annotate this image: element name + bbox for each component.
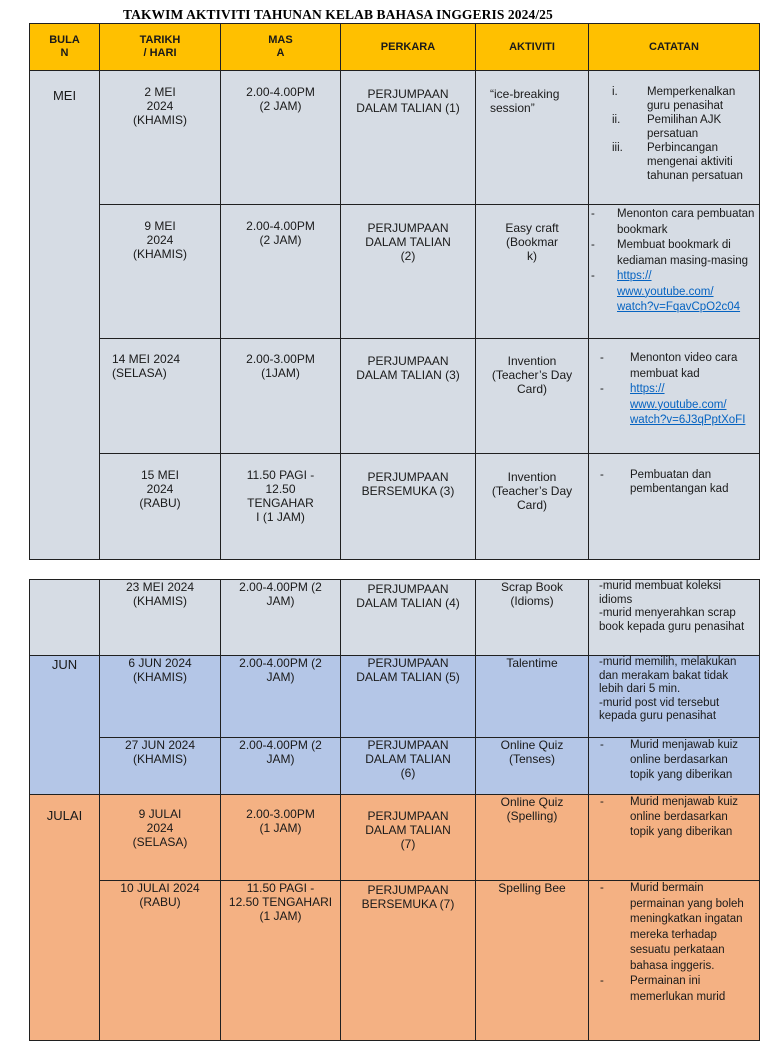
tarikh-cell: 2 MEI 2024 (KHAMIS)	[100, 71, 221, 205]
list-text: Memperkenalkan guru penasihat	[647, 86, 736, 112]
masa-cell: 2.00-4.00PM (2 JAM)	[221, 205, 341, 339]
tarikh-cell: 6 JUN 2024 (KHAMIS)	[100, 656, 221, 738]
header-catatan: CATATAN	[589, 24, 760, 71]
aktiviti-cell: “ice-breaking session”	[476, 71, 589, 205]
perkara-cell: PERJUMPAAN DALAM TALIAN (7)	[341, 795, 476, 881]
list-number: ii.	[612, 114, 621, 126]
list-item	[589, 974, 759, 1005]
list-item	[589, 881, 759, 974]
list-item	[589, 738, 759, 783]
list-item	[589, 795, 759, 840]
list-text: Permainan ini memerlukan murid	[630, 975, 726, 1003]
header-row	[30, 24, 760, 71]
list-item	[589, 85, 759, 113]
masa-cell: 2.00-3.00PM (1JAM)	[221, 339, 341, 454]
masa-cell: 2.00-4.00PM (2 JAM)	[221, 656, 341, 738]
header-aktiviti: AKTIVITI	[476, 24, 589, 71]
catatan-list	[589, 738, 759, 783]
header-tarikh: TARIKH / HARI	[100, 24, 221, 71]
header-bulan: BULA N	[30, 24, 100, 71]
masa-cell: 2.00-3.00PM (1 JAM)	[221, 795, 341, 881]
catatan-cell	[589, 881, 760, 1041]
aktiviti-cell: Scrap Book (Idioms)	[476, 580, 589, 656]
list-item	[589, 207, 759, 238]
tarikh-cell: 15 MEI 2024 (RABU)	[100, 454, 221, 560]
youtube-link[interactable]: https:// www.youtube.com/ watch?v=6J3qPptXoFI	[630, 383, 746, 426]
aktiviti-cell: Spelling Bee	[476, 881, 589, 1041]
masa-cell: 11.50 PAGI - 12.50 TENGAHARI (1 JAM)	[221, 881, 341, 1041]
tarikh-cell: 10 JULAI 2024 (RABU)	[100, 881, 221, 1041]
list-item	[589, 269, 759, 316]
table-row	[30, 738, 760, 795]
aktiviti-cell: Invention (Teacher’s Day Card)	[476, 339, 589, 454]
masa-cell: 2.00-4.00PM (2 JAM)	[221, 738, 341, 795]
perkara-cell: PERJUMPAAN DALAM TALIAN (2)	[341, 205, 476, 339]
list-item	[589, 238, 759, 269]
list-item	[589, 468, 759, 496]
aktiviti-cell: Talentime	[476, 656, 589, 738]
table-row	[30, 580, 760, 656]
table-row	[30, 881, 760, 1041]
table-row	[30, 454, 760, 560]
month-cell-jun: JUN	[30, 656, 100, 795]
schedule-table-page-2	[29, 579, 760, 1041]
tarikh-cell: 9 MEI 2024 (KHAMIS)	[100, 205, 221, 339]
perkara-cell: PERJUMPAAN BERSEMUKA (7)	[341, 881, 476, 1041]
table-row	[30, 795, 760, 881]
catatan-cell	[589, 454, 760, 560]
perkara-cell: PERJUMPAAN DALAM TALIAN (5)	[341, 656, 476, 738]
list-text: Membuat bookmark di kediaman masing-masing	[617, 239, 749, 267]
catatan-list	[589, 795, 759, 840]
masa-cell: 2.00-4.00PM (2 JAM)	[221, 71, 341, 205]
list-text: Menonton video cara membuat kad	[630, 352, 738, 380]
catatan-cell: -murid membuat koleksi idioms -murid menyerahkan scrap book kepada guru penasihat	[589, 580, 760, 656]
list-item	[589, 382, 759, 429]
catatan-cell: -murid memilih, melakukan dan merakam bakat tidak lebih dari 5 min. -murid post vid tersebut kepada guru penasihat	[589, 656, 760, 738]
list-text: Murid bermain permainan yang boleh meningkatkan ingatan mereka terhadap sesuatu perkataan bahasa inggeris.	[630, 882, 744, 972]
table-row	[30, 339, 760, 454]
table-row	[30, 205, 760, 339]
masa-cell: 11.50 PAGI - 12.50 TENGAHAR I (1 JAM)	[221, 454, 341, 560]
list-text: Murid menjawab kuiz online berdasarkan topik yang diberikan	[630, 796, 739, 838]
catatan-cell	[589, 795, 760, 881]
list-text: Perbincangan mengenai aktiviti tahunan persatuan	[647, 142, 743, 182]
schedule-table-page-1	[29, 23, 760, 560]
list-item	[589, 141, 759, 183]
aktiviti-cell: Online Quiz (Spelling)	[476, 795, 589, 881]
perkara-cell: PERJUMPAAN DALAM TALIAN (4)	[341, 580, 476, 656]
tarikh-cell: 23 MEI 2024 (KHAMIS)	[100, 580, 221, 656]
list-text: Pemilihan AJK persatuan	[647, 114, 722, 140]
masa-cell: 2.00-4.00PM (2 JAM)	[221, 580, 341, 656]
list-number: iii.	[612, 142, 623, 154]
catatan-cell	[589, 71, 760, 205]
header-masa: MAS A	[221, 24, 341, 71]
month-cell-julai: JULAI	[30, 795, 100, 1041]
catatan-list	[589, 207, 759, 316]
table-row	[30, 71, 760, 205]
list-text: Menonton cara pembuatan bookmark	[617, 208, 755, 236]
catatan-cell	[589, 205, 760, 339]
table-row	[30, 656, 760, 738]
perkara-cell: PERJUMPAAN DALAM TALIAN (1)	[341, 71, 476, 205]
tarikh-cell: 27 JUN 2024 (KHAMIS)	[100, 738, 221, 795]
document-title: TAKWIM AKTIVITI TAHUNAN KELAB BAHASA INGGERIS 2024/25	[123, 7, 553, 22]
catatan-list	[589, 468, 759, 496]
aktiviti-cell: Invention (Teacher’s Day Card)	[476, 454, 589, 560]
header-perkara: PERKARA	[341, 24, 476, 71]
perkara-cell: PERJUMPAAN BERSEMUKA (3)	[341, 454, 476, 560]
tarikh-cell: 14 MEI 2024 (SELASA)	[100, 339, 221, 454]
catatan-cell	[589, 339, 760, 454]
catatan-list	[589, 85, 759, 183]
list-item	[589, 351, 759, 382]
month-cell-mei-continued	[30, 580, 100, 656]
youtube-link[interactable]: https:// www.youtube.com/ watch?v=FqavCpO2c04	[617, 270, 741, 313]
perkara-cell: PERJUMPAAN DALAM TALIAN (6)	[341, 738, 476, 795]
list-number: i.	[612, 86, 618, 98]
tarikh-cell: 9 JULAI 2024 (SELASA)	[100, 795, 221, 881]
list-item	[589, 113, 759, 141]
list-text: Murid menjawab kuiz online berdasarkan topik yang diberikan	[630, 739, 739, 781]
catatan-list	[589, 881, 759, 1005]
catatan-list	[589, 351, 759, 429]
aktiviti-cell: Easy craft (Bookmar k)	[476, 205, 589, 339]
month-cell-mei: MEI	[30, 71, 100, 560]
aktiviti-cell: Online Quiz (Tenses)	[476, 738, 589, 795]
perkara-cell: PERJUMPAAN DALAM TALIAN (3)	[341, 339, 476, 454]
list-text: Pembuatan dan pembentangan kad	[630, 469, 729, 495]
catatan-cell	[589, 738, 760, 795]
